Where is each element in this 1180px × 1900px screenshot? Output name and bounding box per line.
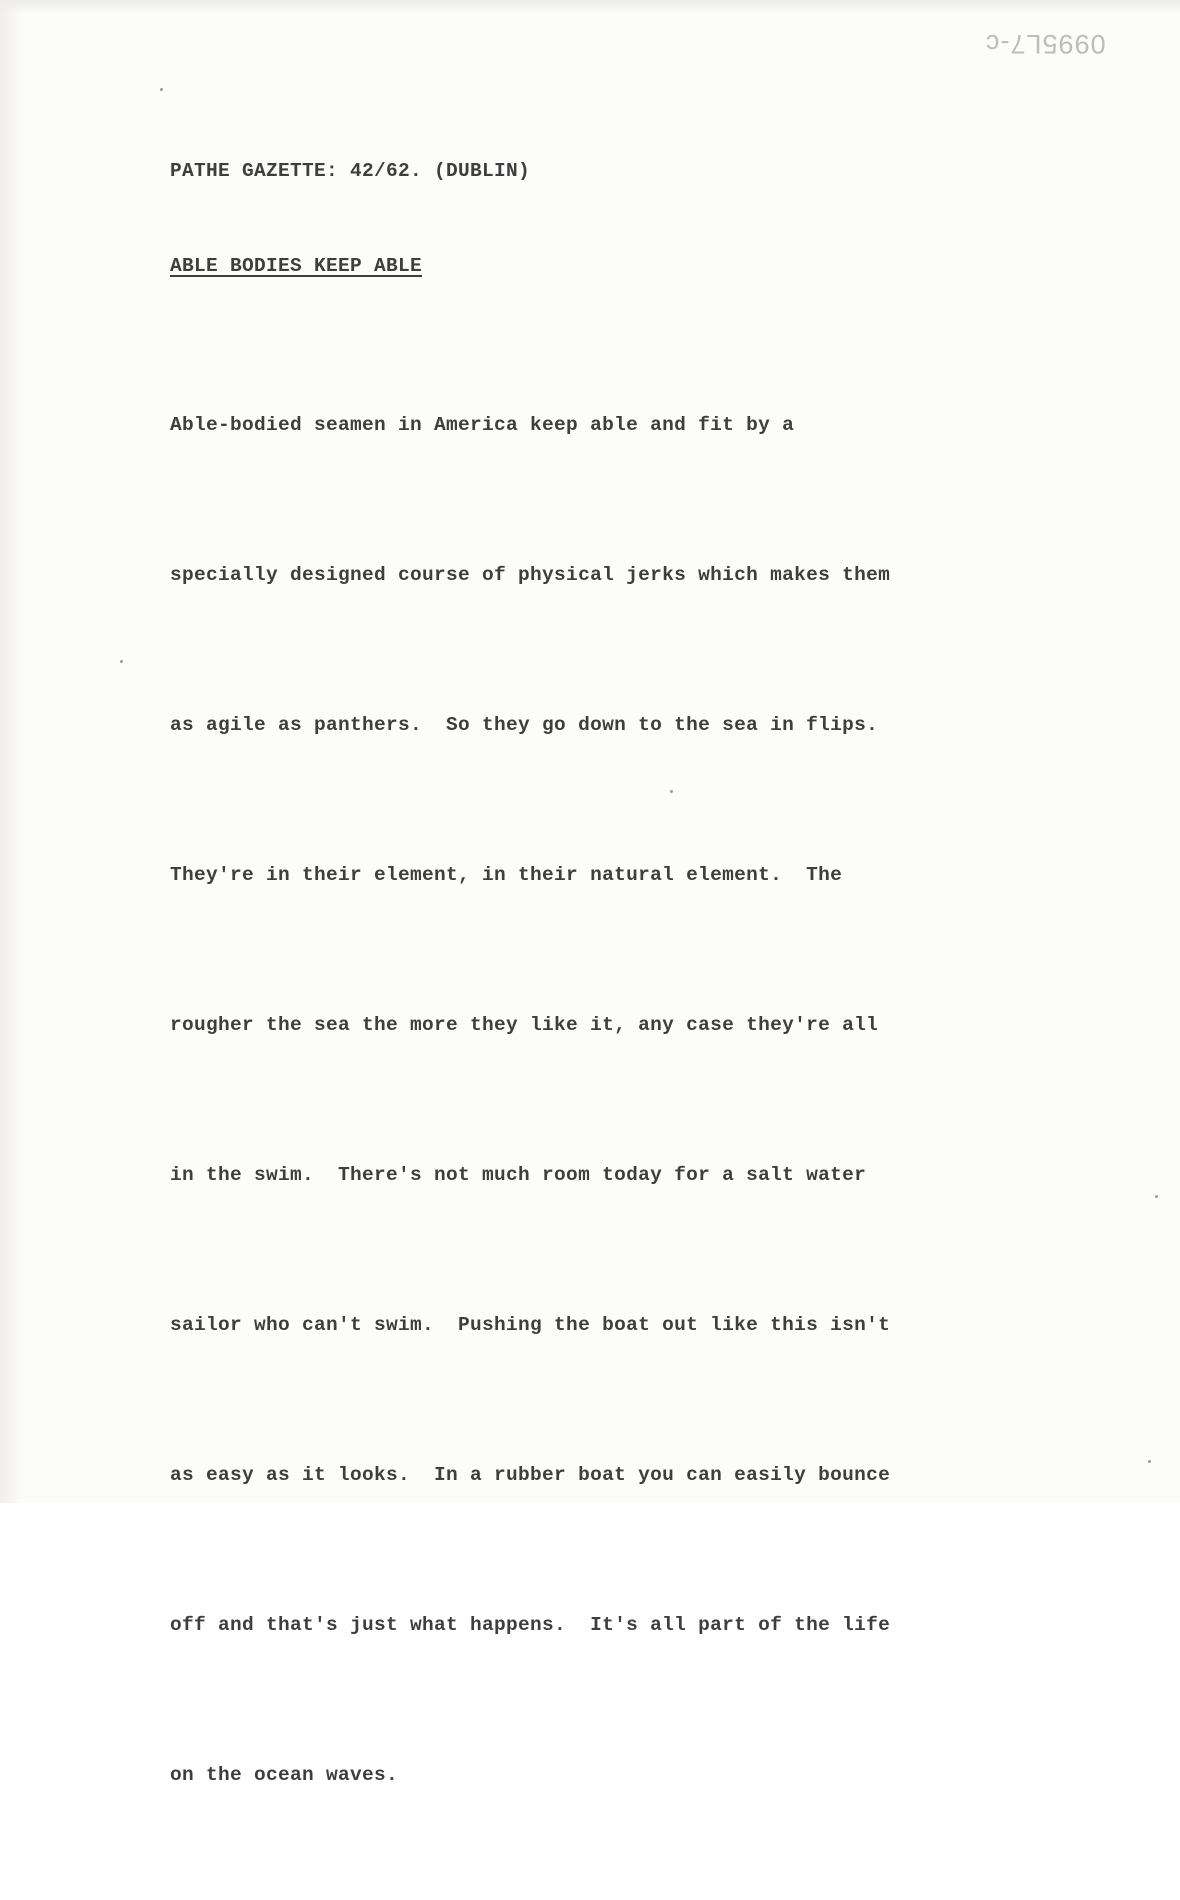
body-line: off and that's just what happens. It's all part of the life — [170, 1614, 891, 1636]
scan-speck — [160, 88, 163, 91]
body-line: They're in their element, in their natural element. The — [170, 864, 843, 886]
reference-number: 0995L7-c — [985, 29, 1106, 59]
story-title: ABLE BODIES KEEP ABLE — [170, 255, 423, 277]
body-line: as agile as panthers. So they go down to the sea in flips. — [170, 714, 879, 736]
scan-edge-top — [0, 0, 1180, 14]
scan-speck — [1148, 1460, 1151, 1463]
scan-speck — [120, 660, 123, 663]
scan-speck — [670, 790, 673, 793]
body-line: as easy as it looks. In a rubber boat you can easily bounce — [170, 1464, 891, 1486]
body-line: Able-bodied seamen in America keep able and fit by a — [170, 414, 795, 436]
body-line: specially designed course of physical jerks which makes them — [170, 564, 891, 586]
document-header: PATHE GAZETTE: 42/62. (DUBLIN) — [170, 160, 531, 182]
story-body — [170, 300, 890, 1900]
body-line: on the ocean waves. — [170, 1764, 399, 1786]
body-line: sailor who can't swim. Pushing the boat out like this isn't — [170, 1314, 891, 1336]
scan-edge-left — [0, 0, 22, 1503]
body-line: rougher the sea the more they like it, any case they're all — [170, 1014, 879, 1036]
scan-speck — [1155, 1195, 1158, 1198]
body-line: in the swim. There's not much room today for a salt water — [170, 1164, 867, 1186]
